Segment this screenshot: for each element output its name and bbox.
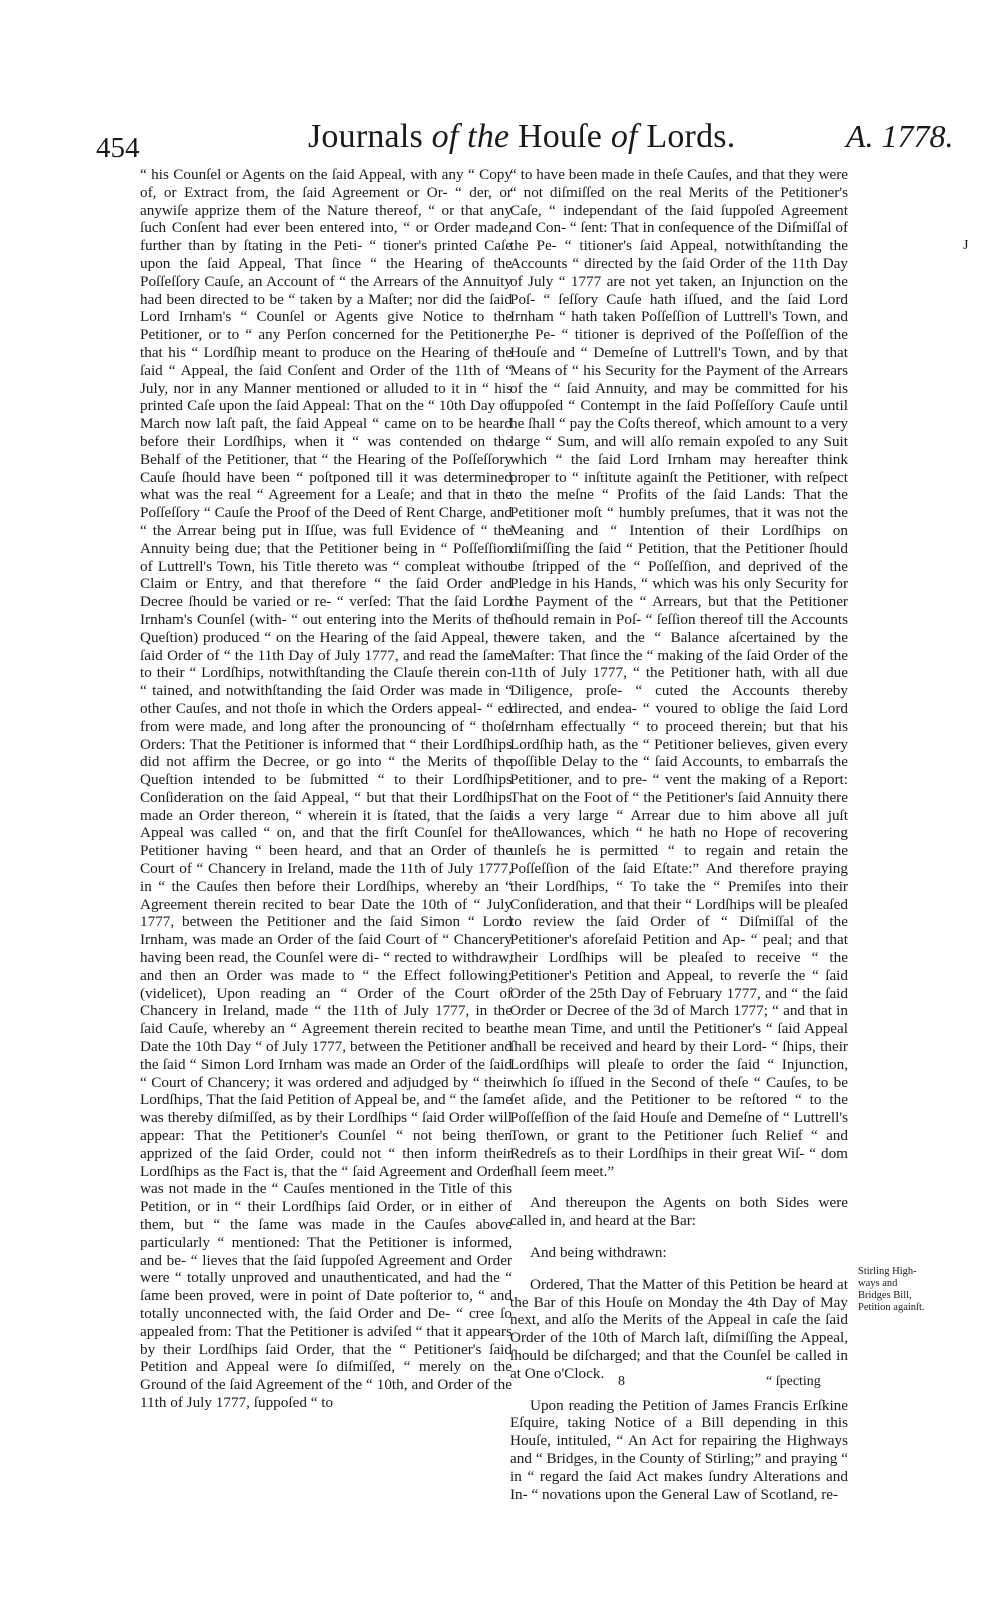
title-journals: Journals bbox=[308, 118, 432, 155]
left-column bbox=[140, 166, 512, 1412]
right-paragraph-withdrawn: And being withdrawn: bbox=[530, 1244, 667, 1262]
page-number: 454 bbox=[96, 132, 140, 164]
title-house: Houſe bbox=[509, 118, 611, 155]
right-paragraph-ordered: Ordered, That the Matter of this Petition be heard at the Bar of this Houſe on Monday the 4th Day of May next, and alſo the Merits of the Appeal in caſe the ſaid Order of the 10th of March laſt, diſmiſſing the Appeal, ſhould be diſcharged; and that the Counſel be called in at One o'Clock. bbox=[510, 1275, 848, 1382]
catchword: “ ſpecting bbox=[766, 1374, 821, 1389]
year-heading: A. 1778. bbox=[846, 118, 954, 154]
title-lords: Lords. bbox=[637, 118, 736, 155]
right-paragraph-agents: And thereupon the Agents on both Sides were called in, and heard at the Bar: bbox=[510, 1194, 848, 1230]
margin-note: Stirling High-ways and Bridges Bill, Petition againſt. bbox=[858, 1266, 925, 1313]
signature-mark: 8 bbox=[618, 1374, 625, 1389]
title-of: of bbox=[610, 118, 638, 155]
right-paragraph-stirling: Upon reading the Petition of James Francis Erſkine Eſquire, taking Notice of a Bill depending in this Houſe, intituled, “ An Act for repairing the Highways and “ Bridges, in the County of Stirling;” and praying “ in “ regard the ſaid Act makes ſundry Alterations and In- “ novations upon the General Law of Scotland, re- bbox=[510, 1396, 848, 1503]
right-column bbox=[510, 166, 848, 1503]
title-of-the: of the bbox=[431, 118, 510, 155]
running-title bbox=[308, 118, 735, 156]
left-paragraph: “ his Counſel or Agents on the ſaid Appeal, with any “ Copy of, or Extract from, the ſaid Agreement or Or- “ der, or anywiſe apprize them of the Nature thereof, “ or that any ſuch Conſent had ever been entered into, “ or Order made, further than by ſtating in the Peti- “ tioner's printed Caſe upon the ſaid Appeal, That ſince “ the Hearing of the Poſſeſſory Cauſe, an Account of “ the Arrears of the Annuity had been directed to be “ taken by a Maſter; nor did the ſaid Lord Irnham's “ Counſel or Agents give Notice to the Petitioner, or to “ any Perſon concerned for the Petitioner, that his “ Lordſhip meant to produce on the Hearing of the ſaid “ Appeal, the ſaid Conſent and Order of the 11th of “ July, nor in any Manner mentioned or alluded to it in “ his printed Caſe upon the ſaid Appeal: That on the “ 10th Day of March now laſt paſt, the ſaid Appeal “ came on to be heard before their Lordſhips, when it “ was contended on the Behalf of the Petitioner, that “ the Hearing of the Poſſeſſory Cauſe ſhould have been “ poſtponed till it was determined what was the real “ Agreement for a Leaſe; and that in the Poſſeſſory “ Cauſe the Proof of the Deed of Rent Charge, and “ the Arrear being put in Iſſue, was full Evidence of “ the Annuity being due; that the Petitioner being in “ Poſſeſſion of Luttrell's Town, his Title thereto was “ compleat without Claim or Entry, and that therefore “ the ſaid Order and Decree ſhould be varied or re- “ verſed: That the ſaid Lord Irnham's Counſel (with- “ out entering into the Merits of the Queſtion) produced “ on the Hearing of the ſaid Appeal, the ſaid Order of “ the 11th Day of July 1777, and read the ſame to their “ Lordſhips, notwithſtanding the Clauſe therein con- “ tained, and notwithſtanding the ſaid Order was made in “ other Cauſes, and not thoſe in which the Orders appeal- “ ed from were made, and long after the pronouncing of “ thoſe Orders: That the Petitioner is informed that “ their Lordſhips did not affirm the Decree, or go into “ the Merits of the Queſtion intended to be ſubmitted “ to their Lordſhips Conſideration on the ſaid Appeal, “ but that their Lordſhips made an Order thereon, “ wherein it is ſtated, that the ſaid Appeal was called “ on, and that the firſt Counſel for the Petitioner having “ been heard, and that an Order of the Court of “ Chancery in Ireland, made the 11th of July 1777, in “ the Cauſes then before their Lordſhips, whereby an “ Agreement therein recited to bear Date the 10th of “ July 1777, between the Petitioner and the ſaid Simon “ Lord Irnham, was made an Order of the ſaid Court of “ Chancery having been read, the Counſel were di- “ rected to withdraw, and then an Order was made to “ the Effect following; (videlicet), Upon reading an “ Order of the Court of Chancery in Ireland, made “ the 11th of July 1777, in the ſaid Cauſe, whereby an “ Agreement therein recited to bear Date the 10th Day “ of July 1777, between the Petitioner and the ſaid “ Simon Lord Irnham was made an Order of the ſaid “ Court of Chancery; it was ordered and adjudged by “ their Lordſhips, That the ſaid Petition of Appeal be, and “ the ſame was thereby diſmiſſed, as by their Lordſhips “ ſaid Order will appear: That the Petitioner's Counſel “ not being then apprized of the ſaid Order, could not “ then inform their Lordſhips as the Fact is, that the “ ſaid Agreement and Order was not made in the “ Cauſes mentioned in the Title of this Petition, or in “ their Lordſhips ſaid Order, or in either of them, but “ the ſame was made in the Cauſes above particularly “ mentioned: That the Petitioner is informed, and be- “ lieves that the ſaid ſuppoſed Agreement and Order were “ totally unproved and unauthenticated, and had the “ ſame been proved, were in point of Date poſterior to, “ and totally unconnected with, the ſaid Order and De- “ cree ſo appealed from: That the Petitioner is adviſed “ that it appears by their Lordſhips ſaid Order, that the “ Petitioner's ſaid Petition and Appeal were ſo diſmiſſed, “ merely on the Ground of the ſaid Agreement of the “ 10th, and Order of the 11th of July 1777, ſuppoſed “ to bbox=[140, 166, 512, 1411]
stray-mark: J bbox=[963, 238, 969, 253]
right-paragraph-petition: “ to have been made in theſe Cauſes, and that they were “ not diſmiſſed on the real Merits of the Petitioner's Caſe, “ independant of the ſaid ſuppoſed Agreement and Con- “ ſent: That in conſequence of the Diſmiſſal of the Pe- “ titioner's ſaid Appeal, notwithſtanding the Accounts “ directed by the ſaid Order of the 11th Day of July “ 1777 are not yet taken, an Injunction on the Poſ- “ ſeſſory Cauſe hath iſſued, and the ſaid Lord Irnham “ hath taken Poſſeſſion of Luttrell's Town, and the Pe- “ titioner is deprived of the Poſſeſſion of the Houſe and “ Demeſne of Luttrell's Town, and by that Means of “ his Security for the Payment of the Arrears of the “ ſaid Annuity, and may be committed for his ſuppoſed “ Contempt in the ſaid Poſſeſſory Cauſe until he ſhall “ pay the Coſts thereof, which amount to a very large “ Sum, and will alſo remain expoſed to any Suit which “ the ſaid Lord Irnham may hereafter think proper to “ inſtitute againſt the Petitioner, with reſpect to the meſne “ Profits of the ſaid Lands: That the Petitioner moſt “ humbly preſumes, that it was not the Meaning and “ Intention of their Lordſhips on diſmiſſing the ſaid “ Petition, that the Petitioner ſhould be ſtripped of the “ Poſſeſſion, and deprived of the Pledge in his Hands, “ which was his only Security for the Payment of the “ Arrears, but that the Petitioner ſhould remain in Poſ- “ ſeſſion thereof till the Accounts were taken, and the “ Balance aſcertained by the Maſter: That ſince the “ making of the ſaid Order of the 11th of July 1777, “ the Petitioner hath, with all due Diligence, proſe- “ cuted the Accounts thereby directed, and endea- “ voured to oblige the ſaid Lord Irnham effectually “ to proceed therein; but that his Lordſhip hath, as the “ Petitioner believes, given every poſſible Delay to the “ ſaid Accounts, to embarraſs the Petitioner, and to pre- “ vent the making of a Report: That on the Foot of “ the Petitioner's ſaid Annuity there is a very large “ Arrear due to him above all juſt Allowances, which “ he hath no Hope of recovering unleſs he is permitted “ to regain and retain the Poſſeſſion of the ſaid Eſtate:” And therefore praying their Lordſhips, “ To take the “ Premiſes into their Conſideration, and that their “ Lordſhips will be pleaſed to review the ſaid Order of “ Diſmiſſal of the Petitioner's aforeſaid Petition and Ap- “ peal; and that their Lordſhips will be pleaſed to receive “ the Petitioner's Petition and Appeal, to reverſe the “ ſaid Order of the 25th Day of February 1777, and “ the ſaid Order or Decree of the 3d of March 1777; “ and that in the mean Time, and until the Petitioner's “ ſaid Appeal ſhall be received and heard by their Lord- “ ſhips, their Lordſhips will pleaſe to order the ſaid “ Injunction, which ſo iſſued in the Second of theſe “ Cauſes, to be ſet aſide, and the Petitioner to be reſtored “ to the Poſſeſſion of the ſaid Houſe and Demeſne of “ Luttrell's Town, or grant to the Petitioner ſuch Relief “ and Redreſs as to their Lordſhips in their great Wiſ- “ dom ſhall ſeem meet.” bbox=[510, 166, 848, 1180]
